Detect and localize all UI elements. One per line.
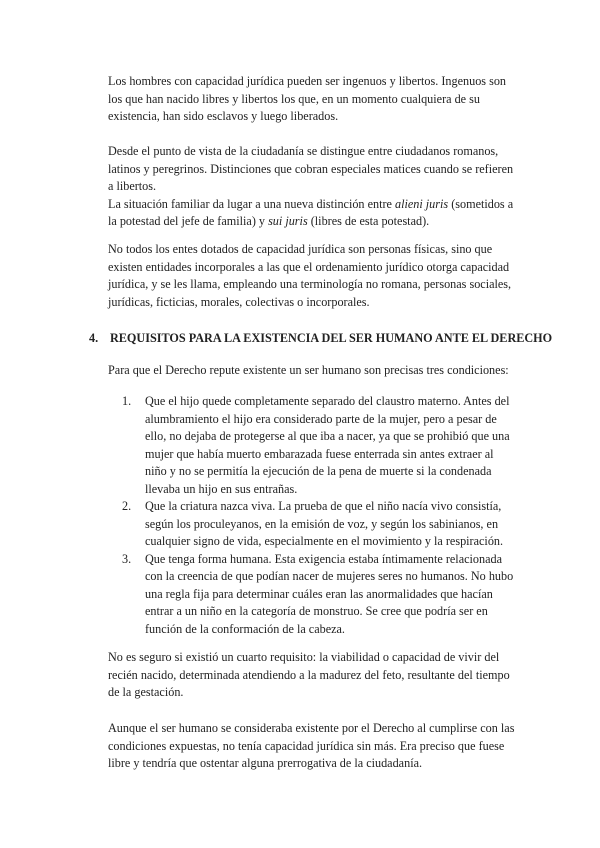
text-line: los que han nacido libres y libertos los que, en un momento cualquiera de su	[108, 91, 480, 106]
text-run: (sometidos a	[448, 196, 514, 211]
text-line: Que la criatura nazca viva. La prueba de que el niño nacía vivo consistía,	[145, 499, 502, 513]
text-line: de la gestación.	[108, 685, 184, 699]
text-line: No todos los entes dotados de capacidad jurídica son personas físicas, sino que	[108, 242, 493, 256]
text-line: cualquier signo de vida, especialmente en el movimiento y la respiración.	[145, 534, 504, 548]
text-line: ello, no dejaba de protegerse al que iba a nacer, ya que se prohibió que una	[145, 429, 510, 443]
term-sui-juris: sui juris	[268, 214, 308, 228]
list-item-body	[145, 393, 525, 498]
text-line: una regla fija para determinar cuáles eran las anormalidades que hacían	[145, 586, 493, 601]
text-line: latinos y peregrinos. Distinciones que cobran especiales matices cuando se refieren	[108, 161, 514, 176]
text-line: llevaba un hijo en sus entrañas.	[145, 481, 298, 496]
text-line: Que tenga forma humana. Esta exigencia estaba íntimamente relacionada	[145, 551, 503, 566]
list-item-number: 3.	[122, 551, 132, 566]
list-item-body	[145, 551, 525, 639]
text-run: la potestad del jefe de familia) y	[108, 214, 269, 228]
list-item-body	[145, 498, 525, 551]
text-line: jurídicas, ficticias, morales, colectivas o incorporales.	[108, 294, 370, 309]
text-line: Los hombres con capacidad jurídica pueden ser ingenuos y libertos. Ingenuos son	[108, 74, 507, 88]
text-line: libre y tendría que ostentar alguna prerrogativa de la ciudadanía.	[108, 756, 423, 770]
paragraph-capacidad-juridica	[108, 720, 520, 773]
list-item	[122, 551, 522, 639]
text-line: Para que el Derecho repute existente un ser humano son precisas tres condiciones:	[108, 363, 509, 377]
paragraph-ciudadania	[108, 143, 520, 231]
text-line-potestad	[108, 213, 520, 231]
paragraph-ingenuos-libertos	[108, 73, 520, 126]
text-line: Desde el punto de vista de la ciudadanía se distingue entre ciudadanos romanos,	[108, 144, 499, 158]
section-number: 4.	[89, 331, 99, 345]
text-line: alumbramiento el hijo era considerado parte de la mujer, pero a pesar de	[145, 411, 497, 426]
text-line: entrar a un niño en la categoría de monstruo. Se cree que podría ser en	[145, 604, 488, 618]
list-item-number: 1.	[122, 394, 132, 408]
text-line: Aunque el ser humano se consideraba existente por el Derecho al cumplirse con las	[108, 721, 515, 735]
list-item-number: 2.	[122, 499, 132, 513]
text-line: según los proculeyanos, en la emisión de voz, y según los sabinianos, en	[145, 516, 499, 531]
text-line: existen entidades incorporales a las que el ordenamiento jurídico otorga capacidad	[108, 259, 510, 274]
requirements-list	[122, 393, 522, 638]
text-line: función de la conformación de la cabeza.	[145, 621, 345, 636]
text-line: con la creencia de que podían nacer de mujeres seres no humanos. No hubo	[145, 569, 514, 583]
paragraph-entes-incorporales	[108, 241, 520, 311]
text-line: condiciones expuestas, no tenía capacidad jurídica sin más. Era preciso que fuese	[108, 738, 505, 753]
text-line: niño y no se permitía la ejecución de la pena de muerte si la condenada	[145, 464, 492, 478]
text-line: jurídica, y se les llama, empleando una terminología no romana, personas sociales,	[108, 277, 512, 291]
text-line: a libertos.	[108, 179, 157, 193]
paragraph-cuarto-requisito	[108, 649, 520, 702]
paragraph-intro	[108, 362, 520, 380]
text-line-situacion-familiar	[108, 196, 520, 214]
text-line: Que el hijo quede completamente separado del claustro materno. Antes del	[145, 394, 510, 408]
text-line: No es seguro si existió un cuarto requisito: la viabilidad o capacidad de vivir del	[108, 650, 500, 664]
text-line: mujer que había muerto embarazada fuese enterrada sin antes extraer al	[145, 446, 494, 461]
term-alieni-juris: alieni juris	[394, 196, 449, 211]
list-item	[122, 393, 522, 498]
text-line: existencia, han sido esclavos y luego liberados.	[108, 109, 339, 123]
text-run: (libres de esta potestad).	[307, 214, 430, 228]
section-heading: REQUISITOS PARA LA EXISTENCIA DEL SER HUMANO ANTE EL DERECHO	[110, 331, 553, 345]
text-line: recién nacido, determinada atendiendo a la madurez del feto, resultante del tiempo	[108, 667, 510, 682]
text-run: La situación familiar da lugar a una nueva distinción entre	[108, 196, 395, 211]
list-item	[122, 498, 522, 551]
